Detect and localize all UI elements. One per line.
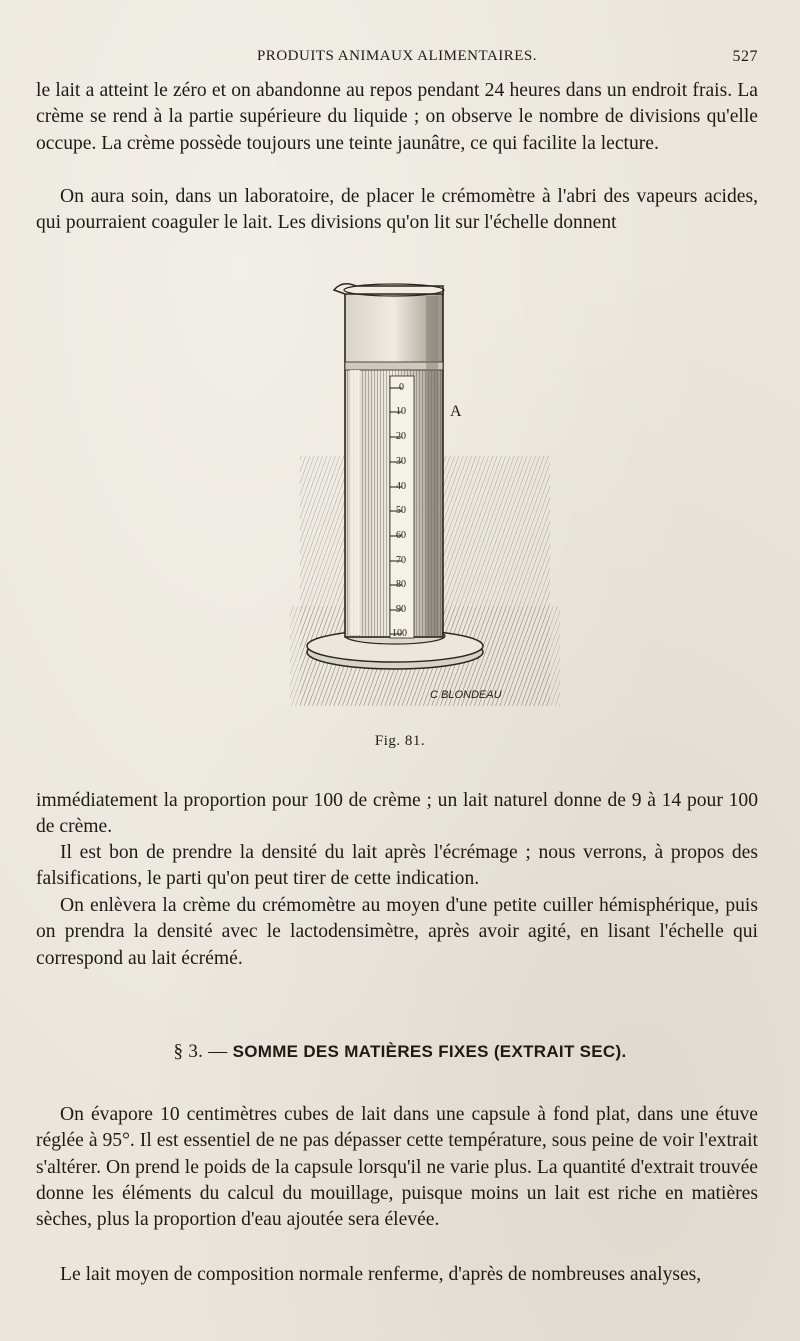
paragraph-3: immédiatement la proportion pour 100 de crème ; un lait naturel donne de 9 à 14 pour 100 de crème.	[36, 790, 758, 838]
scale-label: 20	[396, 431, 406, 442]
scale-label: 80	[396, 579, 406, 590]
running-title: PRODUITS ANIMAUX ALIMENTAIRES.	[256, 48, 538, 64]
paragraph-4: Il est bon de prendre la densité du lait après l'écrémage ; nous verrons, à propos des falsifications, le parti qu'on peut tirer de cette indication.	[36, 842, 758, 890]
figure-caption: Fig. 81.	[374, 733, 426, 749]
section-number: § 3. —	[173, 1041, 228, 1062]
cremometer-figure	[290, 276, 560, 716]
scale-label: 60	[396, 530, 406, 541]
scale-label: 30	[396, 456, 406, 467]
paragraph-5: On enlèvera la crème du crémomètre au moyen d'une petite cuiller hémisphérique, puis on prendra la densité avec le lactodensimètre, après avoir agité, en lisant l'échelle qui correspond au lait écrémé.	[36, 895, 758, 969]
scale-label: 0	[399, 382, 404, 393]
section-title: SOMME DES MATIÈRES FIXES (EXTRAIT SEC).	[232, 1042, 627, 1061]
scale-label: 100	[392, 628, 407, 639]
scale-label: 10	[396, 406, 406, 417]
glass-cylinder	[334, 284, 444, 637]
paragraph-1: le lait a atteint le zéro et on abandonne au repos pendant 24 heures dans un endroit frais. La crème se rend à la partie supérieure du liquide ; on observe le nombre de divisions qu'elle occupe. La crème possède toujours une teinte jaunâtre, ce qui facilite la lecture.	[36, 80, 758, 154]
scale-label: 70	[396, 555, 406, 566]
page-number: 527	[732, 48, 758, 65]
page-header	[36, 46, 758, 72]
paragraph-6: On évapore 10 centimètres cubes de lait dans une capsule à fond plat, dans une étuve réglée à 95°. Il est essentiel de ne pas dépasser cette température, sous peine de voir l'extrait s'altérer. On prend le poids de la capsule lorsqu'il ne varie plus. La quantité d'extrait trouvée donne les éléments du calcul du mouillage, puisque moins un lait est riche en matières sèches, plus la proportion d'eau ajoutée sera élevée.	[36, 1104, 758, 1231]
label-a: A	[450, 403, 462, 420]
engraver-signature: C BLONDEAU	[430, 689, 502, 701]
scale-label: 90	[396, 604, 406, 615]
paragraph-2: On aura soin, dans un laboratoire, de placer le crémomètre à l'abri des vapeurs acides, qui pourraient coaguler le lait. Les divisions qu'on lit sur l'échelle donnent	[36, 186, 758, 234]
cremometer-illustration	[290, 276, 560, 716]
section-heading	[0, 1041, 800, 1063]
scale-label: 40	[396, 481, 406, 492]
scale-label: 50	[396, 505, 406, 516]
paragraph-7: Le lait moyen de composition normale renferme, d'après de nombreuses analyses,	[60, 1264, 702, 1285]
